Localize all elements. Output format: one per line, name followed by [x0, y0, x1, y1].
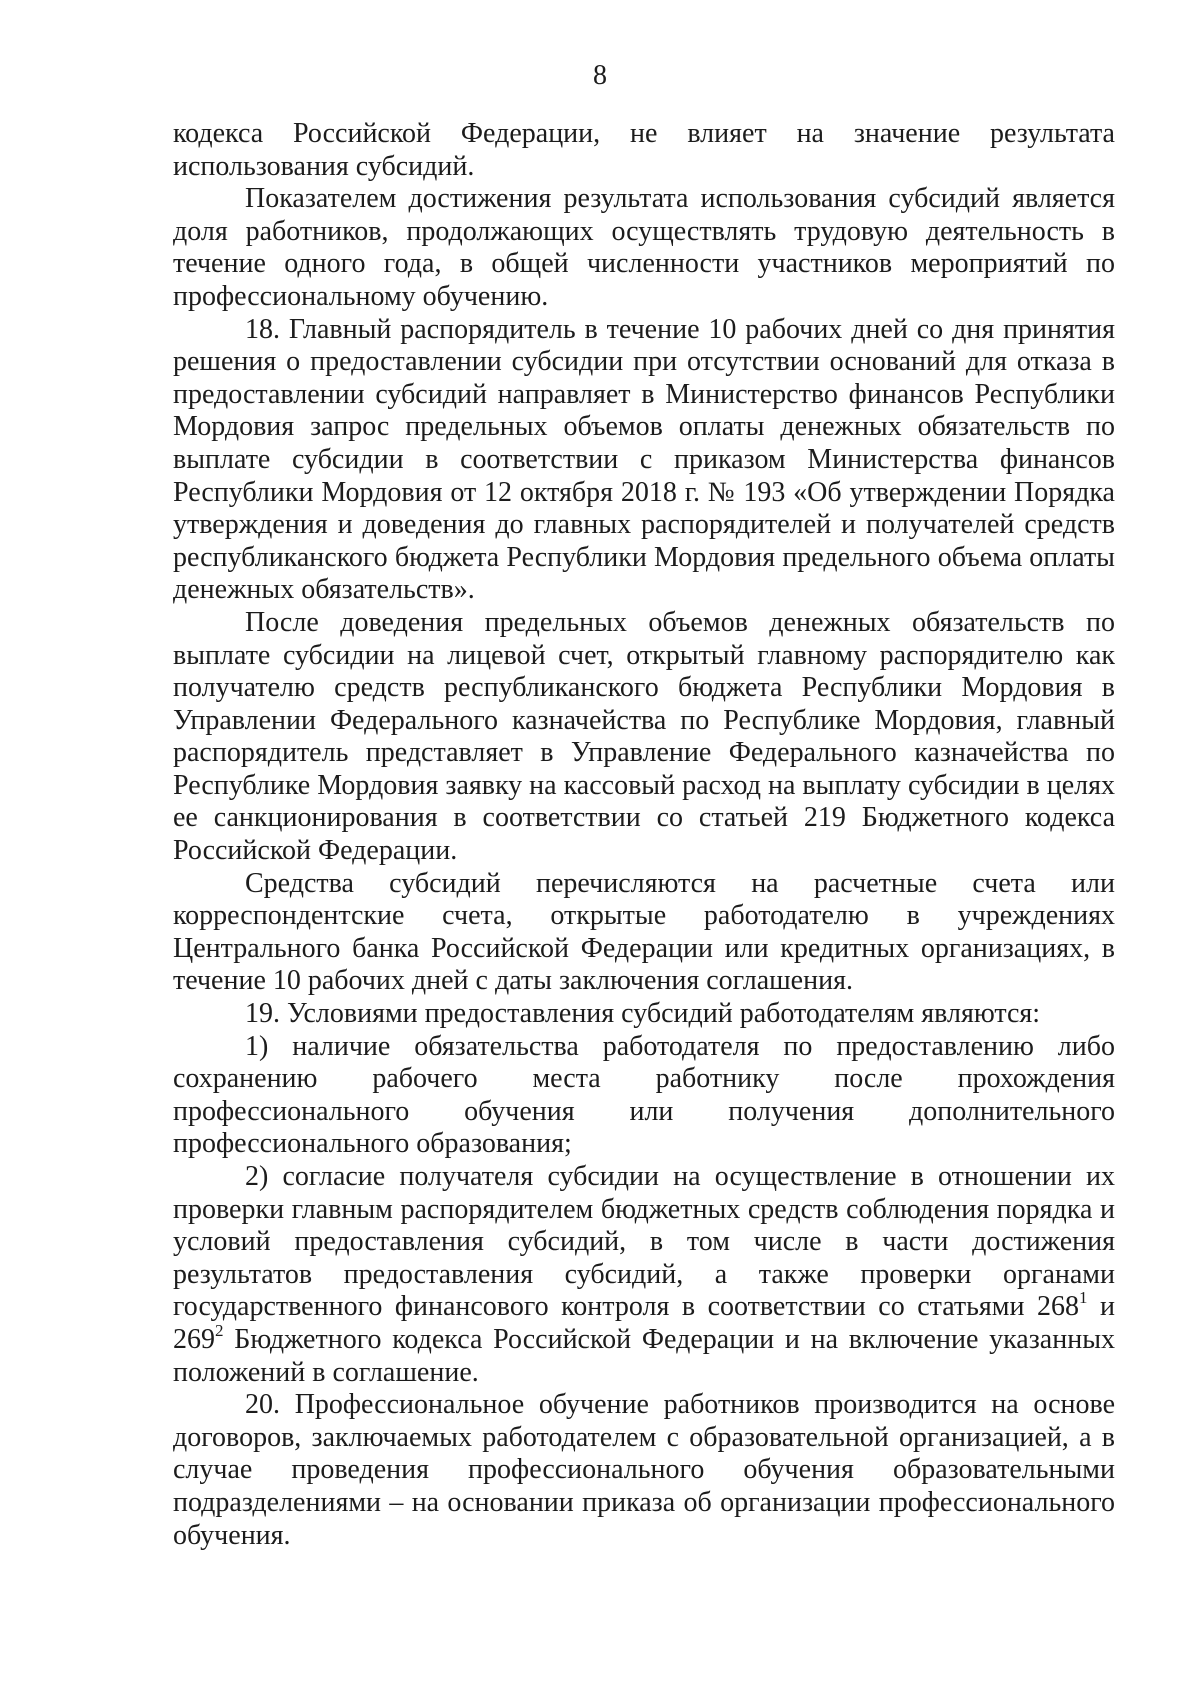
paragraph-condition-2 [173, 1161, 1115, 1389]
paragraph-cash-expense: После доведения предельных объемов денежных обязательств по выплате субсидии на лицевой счет, открытый главному распорядителю как получателю средств республиканского бюджета Республики Мордовия в Управлении Федерального казначейства по Республике Мордовия, главный распорядитель представляет в Управление Федерального казначейства по Республике Мордовия заявку на кассовый расход на выплату субсидии в целях ее санкционирования в соответствии со статьей 219 Бюджетного кодекса Российской Федерации. [173, 606, 1115, 867]
paragraph-clause-18: 18. Главный распорядитель в течение 10 рабочих дней со дня принятия решения о предоставлении субсидии при отсутствии оснований для отказа в предоставлении субсидий направляет в Министерство финансов Республики Мордовия запрос предельных объемов оплаты денежных обязательств по выплате субсидии в соответствии с приказом Министерства финансов Республики Мордовия от 12 октября 2018 г. № 193 «Об утверждении Порядка утверждения и доведения до главных распорядителей и получателей средств республиканского бюджета Республики Мордовия предельного объема оплаты денежных обязательств». [173, 313, 1115, 606]
paragraph-continuation: кодекса Российской Федерации, не влияет на значение результата использования субсидий. [173, 118, 1115, 182]
article-269-superscript: 2 [215, 1320, 224, 1340]
paragraph-indicator: Показателем достижения результата использования субсидий является доля работников, продолжающих осуществлять трудовую деятельность в течение одного года, в общей численности участников мероприятий по профессиональному обучению. [173, 183, 1115, 312]
condition-2-text-part-1: 2) согласие получателя субсидии на осуществление в отношении их проверки главным распорядителем бюджетных средств соблюдения порядка и условий предоставления субсидий, в том числе в части достижения результатов предоставления субсидий, а также проверки органами государственного финансового контроля в соответствии со статьями 268 [173, 1161, 1115, 1323]
paragraph-clause-20: 20. Профессиональное обучение работников производится на основе договоров, заключаемых работодателем с образовательной организацией, а в случае проведения профессионального обучения образовательными подразделениями – на основании приказа об организации профессионального обучения. [173, 1389, 1115, 1551]
article-268-superscript: 1 [1079, 1288, 1088, 1308]
paragraph-condition-1: 1) наличие обязательства работодателя по предоставлению либо сохранению рабочего места работнику после прохождения профессионального обучения или получения дополнительного профессионального образования; [173, 1030, 1115, 1160]
document-body [173, 118, 1115, 1552]
condition-2-text-part-2: и 269 [173, 1291, 1115, 1355]
paragraph-clause-19: 19. Условиями предоставления субсидий работодателям являются: [245, 998, 1041, 1030]
paragraph-transfer-funds: Средства субсидий перечисляются на расчетные счета или корреспондентские счета, открытые работодателю в учреждениях Центрального банка Российской Федерации или кредитных организациях, в течение 10 рабочих дней с даты заключения соглашения. [173, 867, 1115, 997]
page-number: 8 [593, 60, 607, 91]
condition-2-text-part-3: Бюджетного кодекса Российской Федерации и на включение указанных положений в соглашение. [173, 1323, 1115, 1388]
